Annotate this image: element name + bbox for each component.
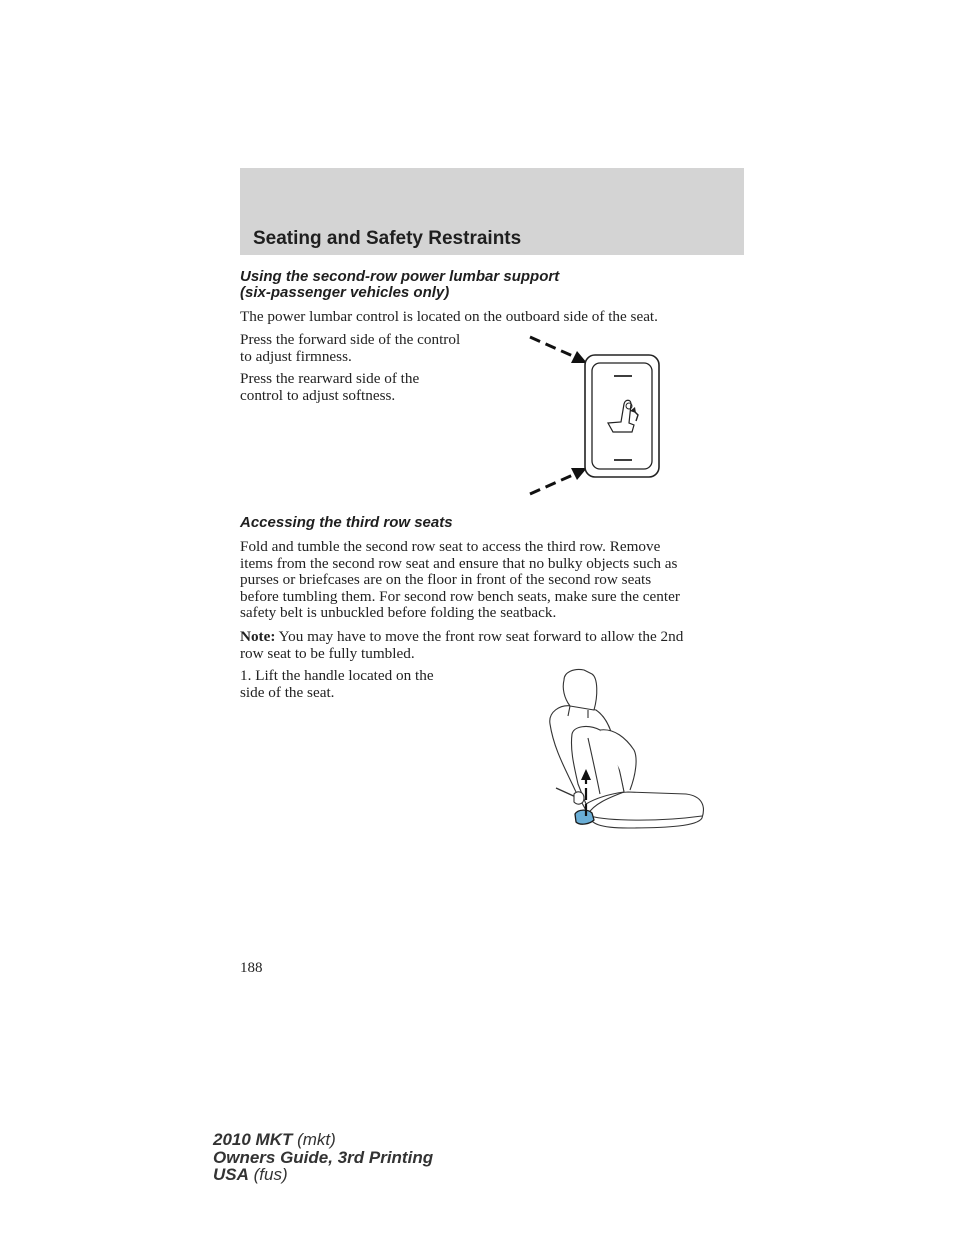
third-row-body [240,539,680,622]
document-footer [213,1131,433,1184]
body-line: before tumbling them. For second row bench seats, make sure the center [240,587,680,605]
note-line2: row seat to be fully tumbled. [240,644,415,662]
third-row-heading: Accessing the third row seats [240,514,453,531]
lumbar-intro: The power lumbar control is located on the outboard side of the seat. [240,308,658,325]
body-line: purses or briefcases are on the floor in front of the second row seats [240,571,652,588]
lumbar-heading [240,269,559,301]
soft-line2: control to adjust softness. [240,386,396,404]
footer-region-code: (fus) [253,1165,288,1184]
note-line1: You may have to move the front row seat forward to allow the 2nd [275,628,684,645]
firm-line2: to adjust firmness. [240,347,352,365]
seat-handle-icon [548,666,708,834]
lumbar-firmness-text [240,332,460,365]
body-line: items from the second row seat and ensure that no bulky objects such as [240,554,678,572]
page-number: 188 [240,960,263,976]
footer-region: USA [213,1165,249,1184]
lumbar-switch-icon [525,333,665,498]
footer-model-code: (mkt) [297,1130,336,1149]
firm-line1: Press the forward side of the control [240,331,461,348]
lumbar-softness-text [240,371,419,404]
soft-line1: Press the rearward side of the [240,370,420,387]
footer-model: 2010 MKT [213,1130,293,1149]
step1-line1: 1. Lift the handle located on the [240,667,434,684]
lumbar-heading-line1: Using the second-row power lumbar support [240,268,560,285]
footer-guide: Owners Guide, 3rd Printing [213,1147,434,1167]
step1-text [240,668,434,701]
body-line: Fold and tumble the second row seat to access the third row. Remove [240,538,661,555]
lumbar-heading-line2: (six-passenger vehicles only) [240,284,450,301]
note-paragraph [240,629,683,662]
note-label: Note: [240,628,276,645]
body-line: safety belt is unbuckled before folding the seatback. [240,604,557,621]
step1-line2: side of the seat. [240,683,335,701]
section-title: Seating and Safety Restraints [253,228,522,249]
